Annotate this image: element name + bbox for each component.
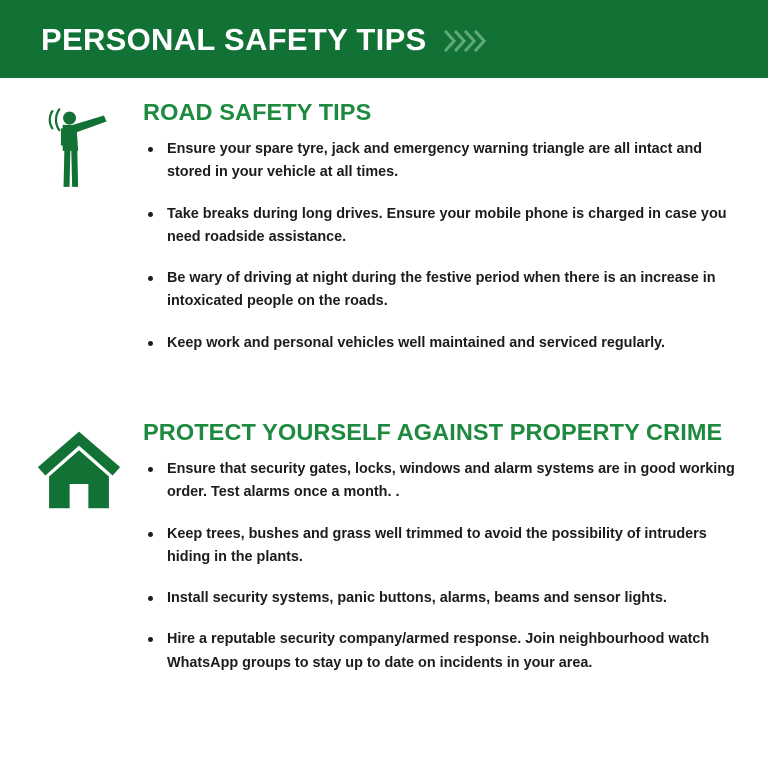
list-item: Be wary of driving at night during the festive period when there is an increase in intoxicated people on the roads. xyxy=(143,267,743,314)
section-title: ROAD SAFETY TIPS xyxy=(143,99,372,125)
list-item: Hire a reputable security company/armed response. Join neighbourhood watch WhatsApp groups to stay up to date on incidents in your area. xyxy=(143,628,743,675)
tips-list xyxy=(143,138,754,355)
header-banner xyxy=(0,0,768,78)
chevrons-right-icon xyxy=(447,30,487,52)
list-item: Install security systems, panic buttons, alarms, beams and sensor lights. xyxy=(143,587,743,610)
section-road-safety xyxy=(0,100,768,355)
chevron-right-icon xyxy=(474,30,487,52)
list-item: Ensure that security gates, locks, windows and alarm systems are in good working order. Test alarms once a month. . xyxy=(143,458,743,505)
house-icon xyxy=(36,426,122,512)
section-title: PROTECT YOURSELF AGAINST PROPERTY CRIME xyxy=(143,419,723,445)
pedestrian-hailing-icon xyxy=(36,106,122,192)
section-property-crime xyxy=(0,420,768,675)
list-item: Ensure your spare tyre, jack and emergency warning triangle are all intact and stored in your vehicle at all times. xyxy=(143,138,743,185)
list-item: Keep trees, bushes and grass well trimmed to avoid the possibility of intruders hiding in the plants. xyxy=(143,523,743,570)
section-body xyxy=(143,100,768,355)
list-item: Keep work and personal vehicles well maintained and serviced regularly. xyxy=(143,332,743,355)
list-item: Take breaks during long drives. Ensure your mobile phone is charged in case you need roadside assistance. xyxy=(143,203,743,250)
page-title: PERSONAL SAFETY TIPS xyxy=(41,21,427,57)
tips-list xyxy=(143,458,754,675)
section-body xyxy=(143,420,768,675)
